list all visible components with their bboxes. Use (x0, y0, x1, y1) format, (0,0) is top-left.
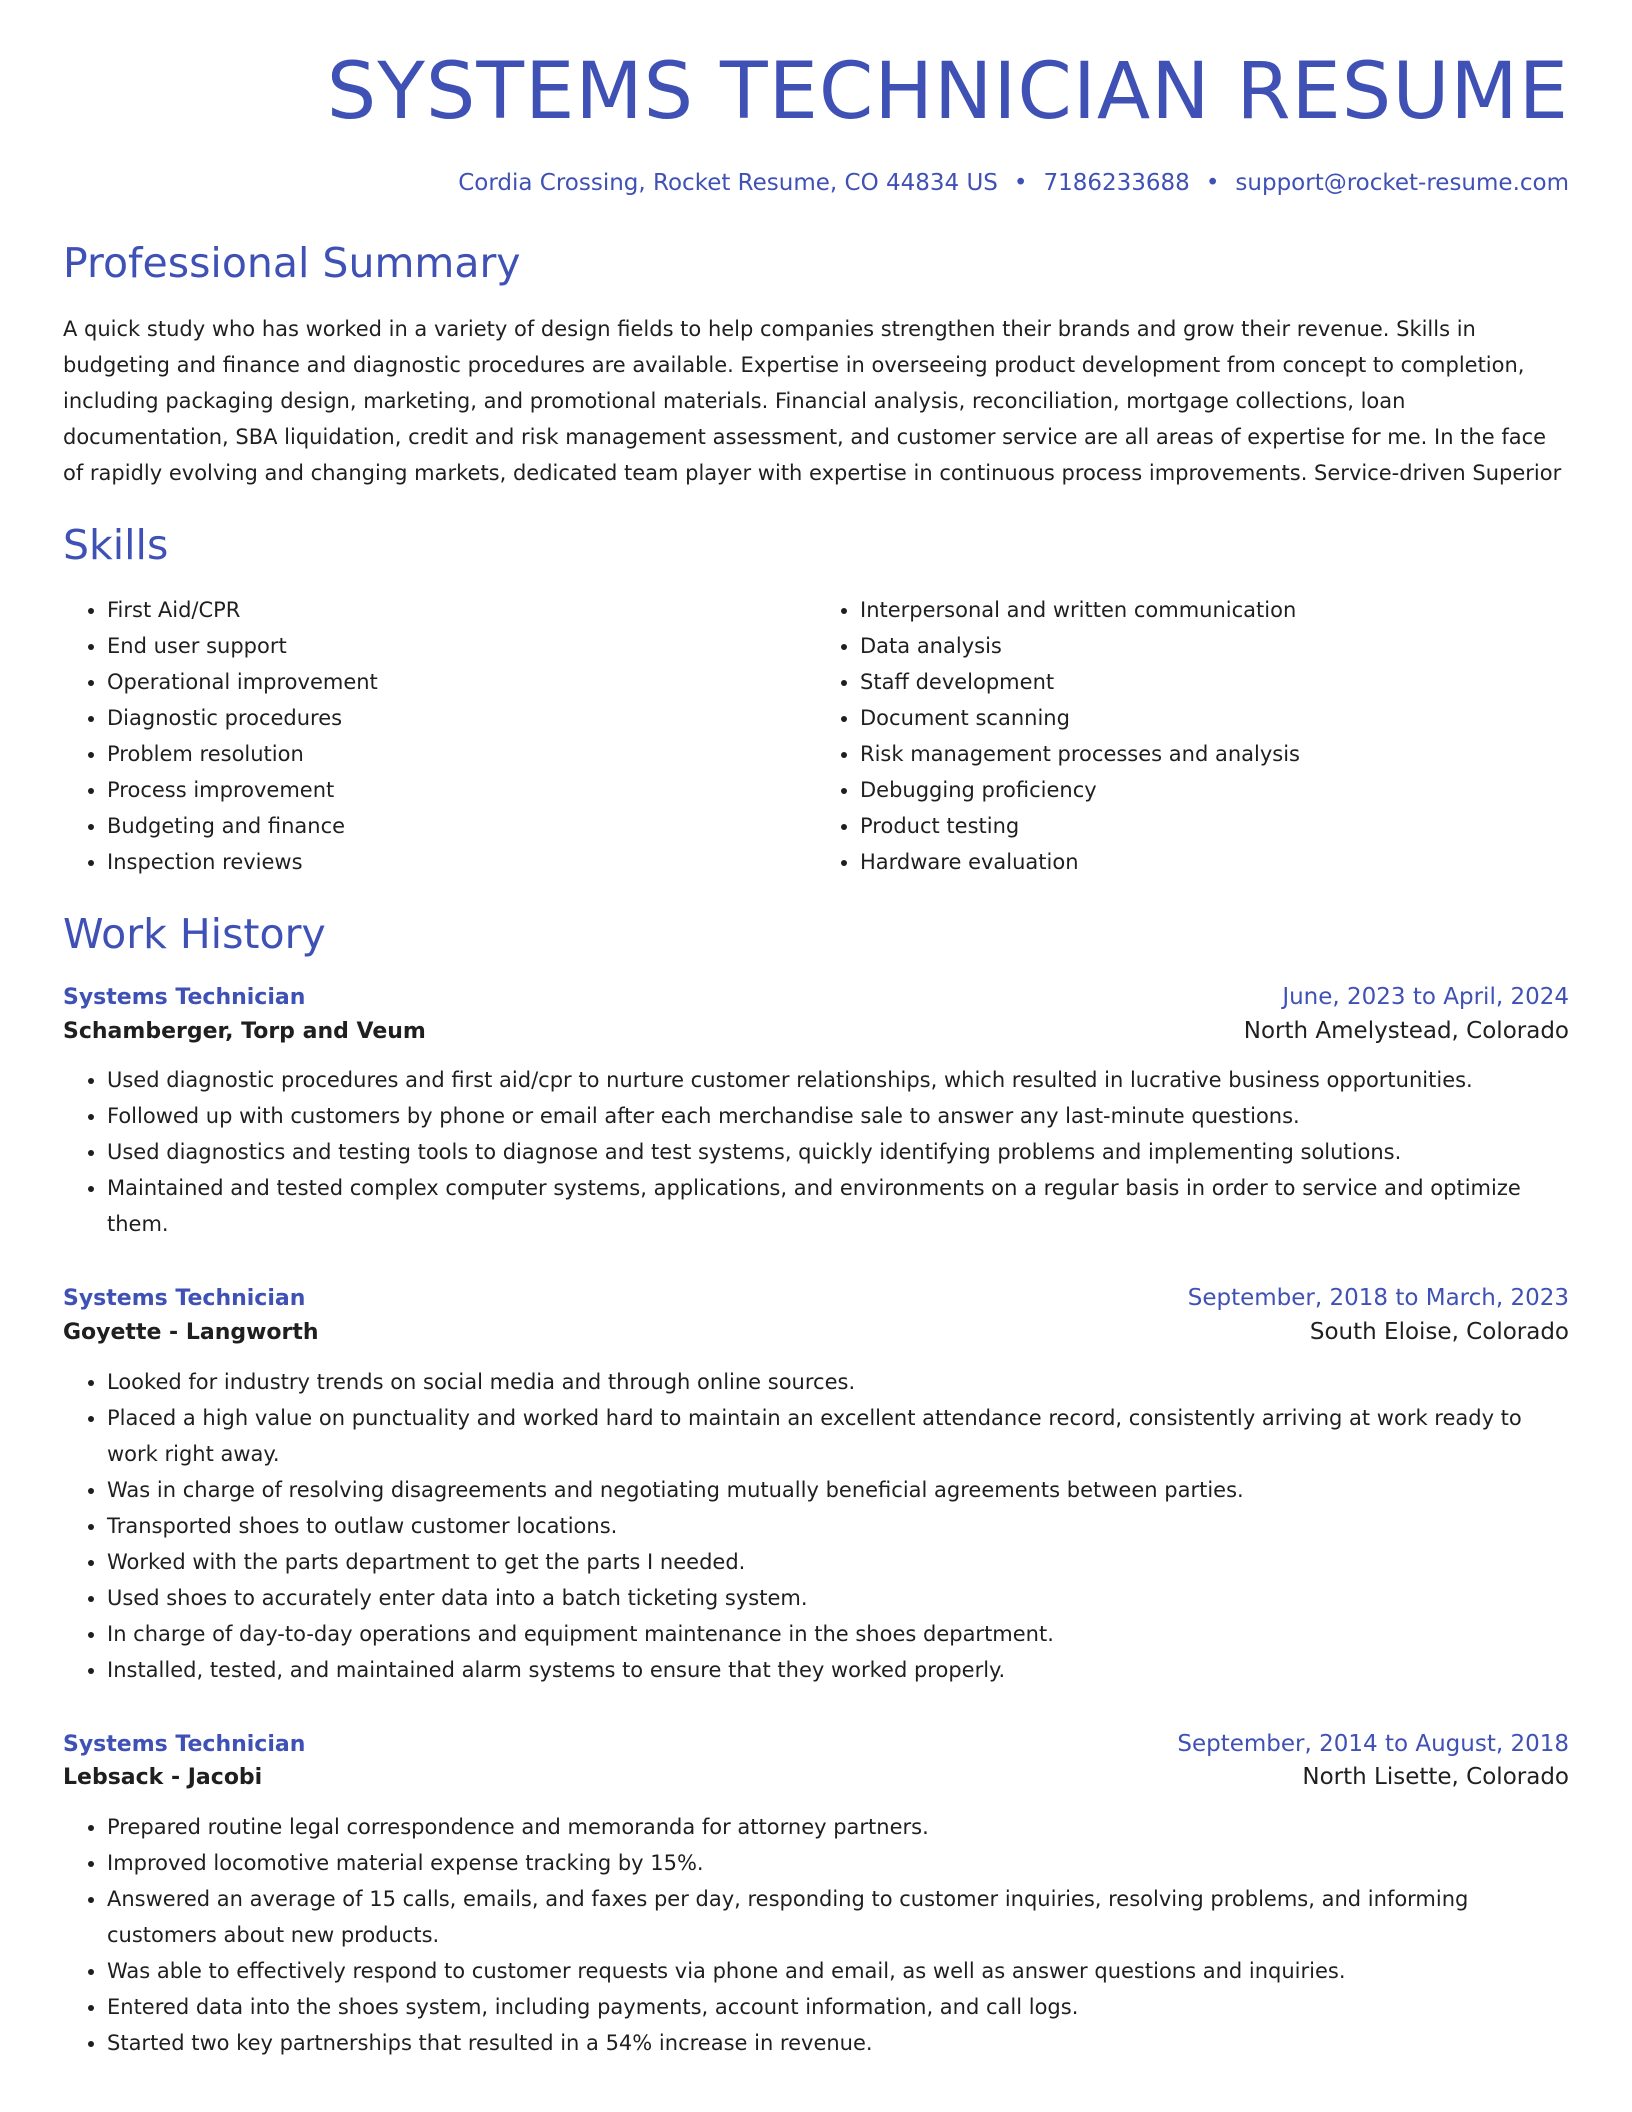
job-bullet: • Followed up with customers by phone or email after each merchandise sale to answer any last-minute questions. (107, 1098, 1569, 1134)
skill-item: • Data analysis (860, 628, 1569, 664)
summary-heading: Professional Summary (63, 239, 521, 288)
skill-item: • Inspection reviews (107, 844, 816, 880)
job-bullets (63, 1364, 1569, 1688)
job-bullet: • Maintained and tested complex computer systems, applications, and environments on a regular basis in order to service and optimize them. (107, 1170, 1569, 1242)
skill-item: • Staff development (860, 664, 1569, 700)
job-header-row (63, 1282, 1569, 1315)
summary-section (63, 239, 1569, 490)
contact-phone: 7186233688 (1043, 169, 1190, 196)
skill-item: • End user support (107, 628, 816, 664)
skill-item: • Problem resolution (107, 736, 816, 772)
job-location: North Amelystead, Colorado (1243, 1017, 1569, 1044)
job-title: Systems Technician (63, 1286, 306, 1312)
job-bullet: • Placed a high value on punctuality and worked hard to maintain an excellent attendance record, consistently arriving at work ready to work right away. (107, 1400, 1569, 1472)
work-history-heading: Work History (63, 909, 326, 958)
job-location: South Eloise, Colorado (1309, 1319, 1569, 1346)
job-dates: June, 2023 to April, 2024 (1282, 983, 1569, 1010)
job-bullet: • Installed, tested, and maintained alarm systems to ensure that they worked properly. (107, 1652, 1569, 1688)
skills-section (63, 521, 1569, 880)
skills-list-right (816, 592, 1569, 880)
skill-item: • Budgeting and finance (107, 808, 816, 844)
job-title: Systems Technician (63, 1731, 306, 1757)
job-bullets (63, 1062, 1569, 1242)
skill-item: • Risk management processes and analysis (860, 736, 1569, 772)
job-bullet: • Used diagnostics and testing tools to diagnose and test systems, quickly identifying problems and implementing solutions. (107, 1134, 1569, 1170)
skill-item: • Operational improvement (107, 664, 816, 700)
work-history-section (63, 910, 1569, 2061)
job-company-row (63, 1760, 1569, 1795)
job-header-row (63, 981, 1569, 1014)
job-company: Goyette - Langworth (63, 1320, 319, 1346)
skills-list-left (63, 592, 816, 880)
job-bullet: • Answered an average of 15 calls, emails, and faxes per day, responding to customer inquiries, resolving problems, and informing customers about new products. (107, 1881, 1569, 1953)
skills-heading: Skills (63, 520, 169, 569)
job-bullet: • Entered data into the shoes system, including payments, account information, and call logs. (107, 1989, 1569, 2025)
job-header-row (63, 1728, 1569, 1761)
resume-title: SYSTEMS TECHNICIAN RESUME (326, 47, 1569, 137)
skill-item: • Interpersonal and written communication (860, 592, 1569, 628)
skills-grid (63, 592, 1569, 880)
contact-separator: • (1013, 169, 1028, 196)
contact-line (63, 170, 1569, 198)
job-bullet: • Used diagnostic procedures and first aid/cpr to nurture customer relationships, which resulted in lucrative business opportunities. (107, 1062, 1569, 1098)
job-bullet: • Used shoes to accurately enter data into a batch ticketing system. (107, 1580, 1569, 1616)
skill-item: • Diagnostic procedures (107, 700, 816, 736)
skill-item: • Document scanning (860, 700, 1569, 736)
skill-item: • First Aid/CPR (107, 592, 816, 628)
job-entry (63, 1728, 1569, 2061)
job-bullet: • Was in charge of resolving disagreements and negotiating mutually beneficial agreements between parties. (107, 1472, 1569, 1508)
job-bullet: • Prepared routine legal correspondence and memoranda for attorney partners. (107, 1809, 1569, 1845)
resume-header (63, 47, 1569, 197)
job-bullet: • Started two key partnerships that resulted in a 54% increase in revenue. (107, 2025, 1569, 2061)
job-bullet: • Looked for industry trends on social media and through online sources. (107, 1364, 1569, 1400)
skill-item: • Product testing (860, 808, 1569, 844)
job-company-row (63, 1315, 1569, 1350)
job-bullet: • Improved locomotive material expense tracking by 15%. (107, 1845, 1569, 1881)
job-bullet: • Was able to effectively respond to customer requests via phone and email, as well as answer questions and inquiries. (107, 1953, 1569, 1989)
skill-item: • Hardware evaluation (860, 844, 1569, 880)
contact-address: Cordia Crossing, Rocket Resume, CO 44834 US (458, 169, 998, 196)
job-location: North Lisette, Colorado (1302, 1764, 1569, 1791)
job-company: Lebsack - Jacobi (63, 1765, 263, 1791)
job-entry (63, 981, 1569, 1242)
job-dates: September, 2018 to March, 2023 (1187, 1285, 1569, 1312)
job-title: Systems Technician (63, 984, 306, 1010)
skill-item: • Debugging proficiency (860, 772, 1569, 808)
job-bullet: • In charge of day-to-day operations and equipment maintenance in the shoes department. (107, 1616, 1569, 1652)
job-company-row (63, 1014, 1569, 1049)
job-company: Schamberger, Torp and Veum (63, 1018, 426, 1044)
contact-email: support@rocket-resume.com (1235, 169, 1569, 196)
job-entry (63, 1282, 1569, 1687)
job-dates: September, 2014 to August, 2018 (1177, 1730, 1569, 1757)
job-bullet: • Worked with the parts department to get the parts I needed. (107, 1544, 1569, 1580)
job-bullet: • Transported shoes to outlaw customer locations. (107, 1508, 1569, 1544)
contact-separator: • (1205, 169, 1220, 196)
skill-item: • Process improvement (107, 772, 816, 808)
summary-text: A quick study who has worked in a variety of design fields to help companies strengthen their brands and grow their revenue. Skills in budgeting and finance and diagnostic procedures are available. Expertise in overseeing product development from concept to completion, including packaging design, marketing, and promotional materials. Financial analysis, reconciliation, mortgage collections, loan documentation, SBA liquidation, credit and risk management assessment, and customer service are all areas of expertise for me. In the face of rapidly evolving and changing markets, dedicated team player with expertise in continuous process improvements. Service-driven Superior (63, 316, 1562, 485)
job-bullets (63, 1809, 1569, 2061)
